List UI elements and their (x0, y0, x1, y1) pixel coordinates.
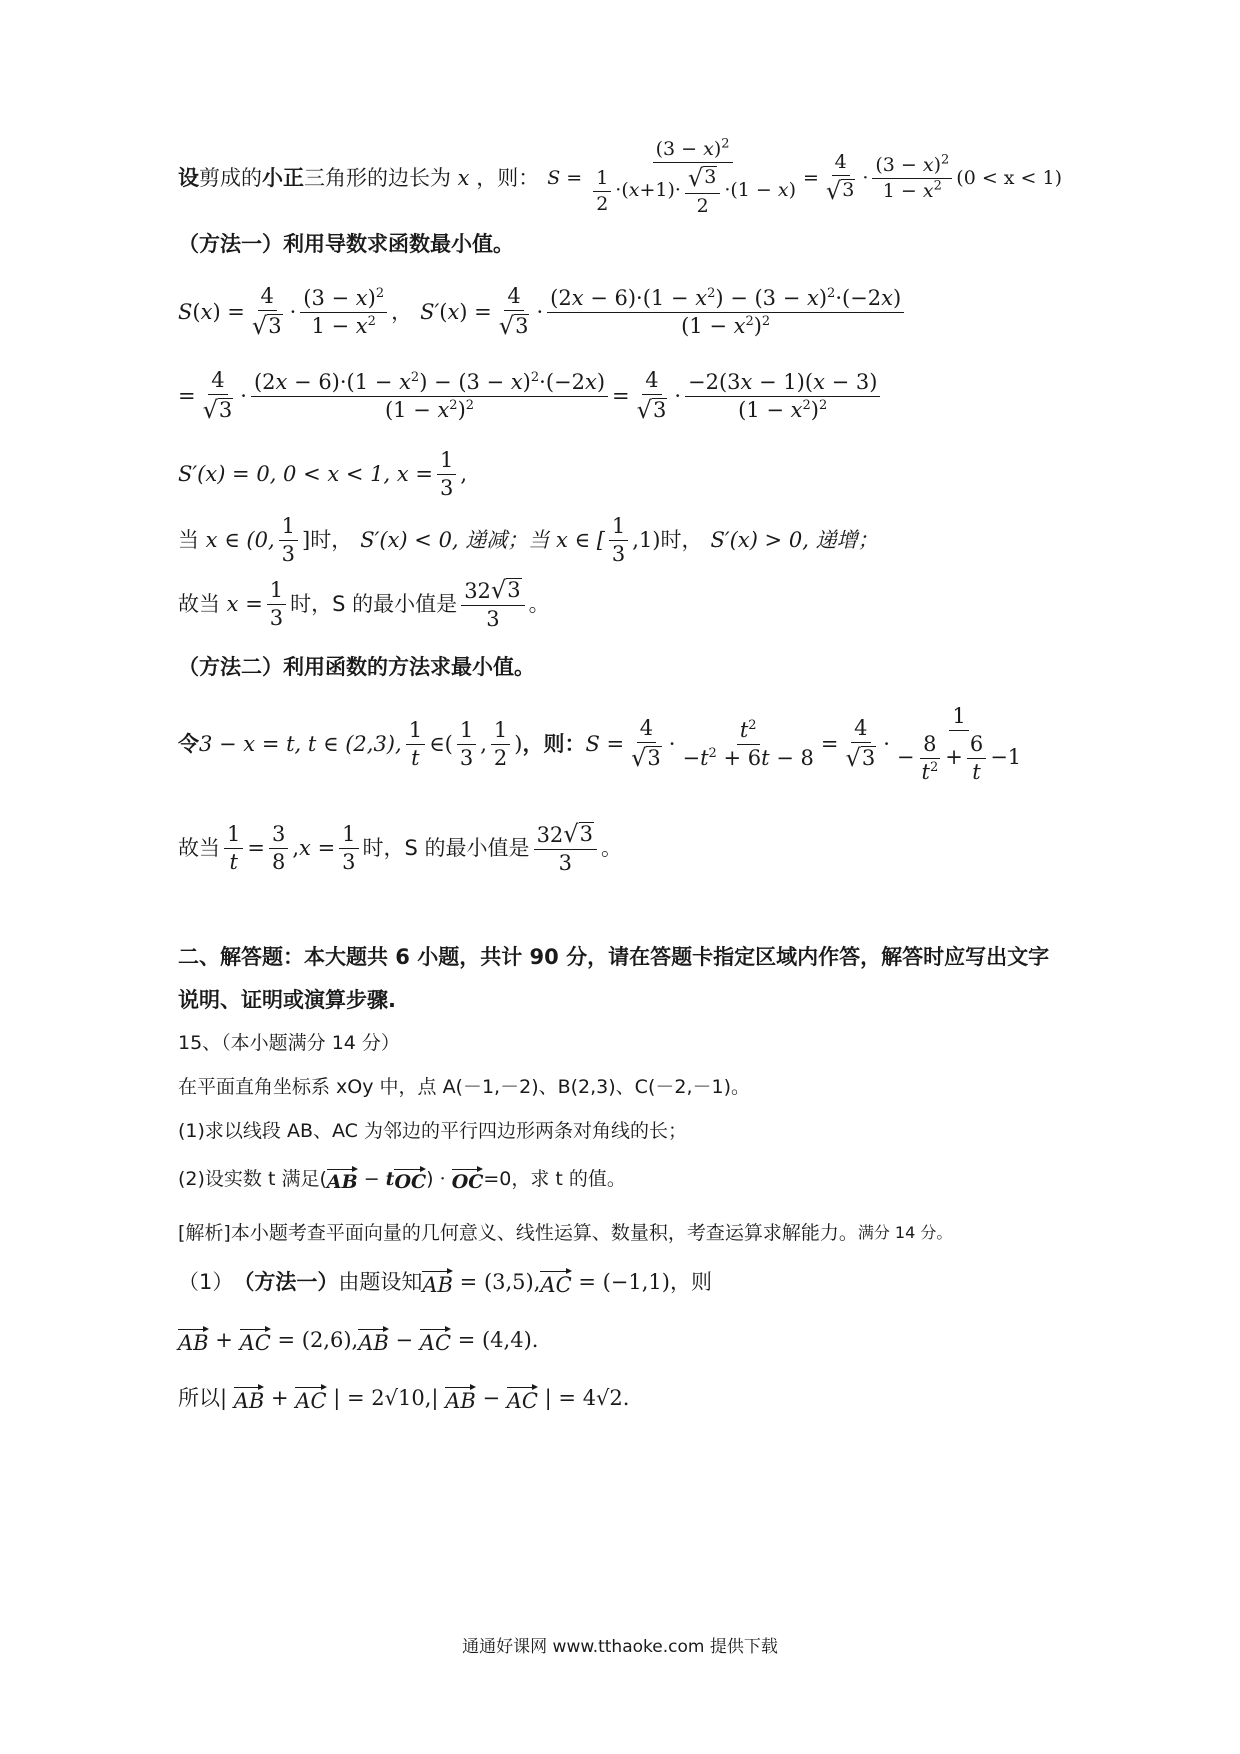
frac-s5: 4 √ 3 (845, 716, 876, 772)
solution-line-1: （1） （方法一） 由题设知 AB = (3,5), AC = (−1,1)，则 (178, 1269, 712, 1297)
p2a: (2)设实数 t 满足( (178, 1167, 327, 1190)
formula-S: S = (547, 166, 583, 189)
substitution-line: 令 3 − x = t, t ∈ (2,3), $\frac{1}{t}$ ∈( $\frac{1}{3}$ , $\frac{1}{2}$ ) ，则： S = 4 √ 3 · $\frac{t^2}{-t^2 + 6t - 8}$ = 4 √ 3 · 1 − $\frac{8}{t^2}$ + $\frac{6}{t}$ −1 (178, 702, 1090, 786)
q15-header: 15、（本小题满分 14 分） (178, 1031, 400, 1054)
frac-s3: 4 √ 3 (631, 716, 661, 772)
frac-a: 4 √ 3 (251, 284, 282, 340)
section2-line1: 二、解答题：本大题共 6 小题，共计 90 分，请在答题卡指定区域内作答，解答时应写出文字 (178, 944, 1050, 969)
frac-1-3: $\frac{1}{3}$ (437, 450, 456, 499)
q15-part2: (2)设实数 t 满足( AB − t OC ) · OC =0，求 t 的值。 (178, 1167, 626, 1193)
q15-part1: (1)求以线段 AB、AC 为邻边的平行四边形两条对角线的长； (178, 1119, 687, 1142)
frac-f: $\frac{(2x - 6)\cdot(1 - x^2) - (3 - x)^2\cdot(-2x)}{(1 - x^2)^2}$ (251, 372, 608, 421)
frac-s1: $\frac{1}{3}$ (457, 720, 476, 769)
frac-min1: 32 √ 3 3 (461, 578, 524, 630)
bounds: (0 < x < 1) (956, 166, 1062, 189)
s1a: （1） (178, 1269, 234, 1294)
frac-area: $(3 - x)^2$ $\frac{1}{2}$ ·(x+1)· √ 3 2 ·(1 − x) (586, 140, 799, 216)
q15-analysis (178, 1222, 1090, 1244)
s2a: = (2,6), (277, 1327, 359, 1352)
critical-point: S′(x) = 0, 0 < x < 1, x = $\frac{1}{3}$ , (178, 447, 468, 500)
footer: 通通好课网 www.tthaoke.com 提供下载 (462, 1637, 778, 1657)
var-x: x (451, 165, 477, 190)
analysis-text: [解析]本小题考查平面向量的几何意义、线性运算、数量积，考查运算求解能力。 (178, 1221, 858, 1244)
r1-p2: 时，S 的最小值是 (290, 591, 458, 616)
critical-text: S′(x) = 0, 0 < x < 1, x = (178, 461, 433, 486)
line-area-formula: 设 剪成的 小正 三角形的边长为 x ，则： S = $(3 - x)^2$ $\frac{1}{2}$ ·(x+1)· √ 3 2 ·(1 − x) = 4 √ 3 · $\frac{(3 - x)^2}{1 - x^2}$ (0 < x < 1) (178, 136, 1062, 217)
sub-then: ，则： (522, 731, 586, 756)
r1-p1: 故当 (178, 591, 220, 616)
frac-e: 4 √ 3 (202, 368, 233, 424)
mono-p5: S′(x) > 0, 递增； (710, 527, 879, 552)
s1d: = (3,5), (459, 1269, 541, 1294)
s1b: （方法一） (233, 1269, 339, 1294)
frac-s2: $\frac{1}{2}$ (491, 720, 510, 769)
mono-p4: 时， (660, 527, 703, 552)
frac-r1: $\frac{1}{3}$ (267, 580, 286, 629)
mono-p3: S′(x) < 0, 递减；当 (360, 527, 550, 552)
s1c: 由题设知 (338, 1269, 423, 1294)
frac-r2b: $\frac{3}{8}$ (269, 824, 288, 873)
text-1: 剪成的 (199, 165, 262, 190)
method1-heading: （方法一）利用导数求函数最小值。 (178, 231, 514, 256)
method2-heading: （方法二）利用函数的方法求最小值。 (178, 654, 535, 679)
s3a: 所以 (178, 1385, 220, 1410)
solution-line-2: AB + AC = (2,6), AB − AC = (4,4). (178, 1327, 539, 1355)
result-line-2: 故当 $\frac{1}{t}$ = $\frac{3}{8}$ , x = $\frac{1}{3}$ 时，S 的最小值是 32 √ 3 3 。 (178, 820, 622, 875)
s3c: = 4√2. (558, 1385, 630, 1410)
frac-m2: $\frac{1}{3}$ (609, 516, 628, 565)
frac-d: $\frac{(2x - 6)\cdot(1 - x^2) - (3 - x)^2\cdot(-2x)}{(1 - x^2)^2}$ (547, 288, 904, 337)
frac-4-sqrt3: 4 √ 3 (825, 151, 855, 205)
s3b: = 2√10, (347, 1385, 432, 1410)
frac-h: $\frac{-2(3x - 1)(x - 3)}{(1 - x^2)^2}$ (685, 372, 880, 421)
lead-she: 设 (178, 165, 199, 190)
text-2: 小正 (262, 165, 304, 190)
frac-r2a: $\frac{1}{t}$ (224, 824, 243, 873)
result-line-1: 故当 x = $\frac{1}{3}$ 时，S 的最小值是 32 √ 3 3 。 (178, 576, 550, 631)
frac-s6: 1 − $\frac{8}{t^2}$ + $\frac{6}{t}$ −1 (896, 703, 1022, 784)
frac-g: 4 √ 3 (636, 368, 667, 424)
analysis-small: 满分 14 分。 (857, 1223, 953, 1242)
solution-line-3: 所以 | AB + AC | = 2√10, | AB − AC | = 4√2. (178, 1385, 630, 1413)
frac-1-t: $\frac{1}{t}$ (406, 720, 425, 769)
r2-end: 。 (600, 835, 622, 860)
text-4: ，则： (476, 165, 540, 190)
sub-lead: 令 (178, 731, 199, 756)
r2-p1: 故当 (178, 835, 220, 860)
p2c: =0，求 t 的值。 (483, 1167, 626, 1190)
frac-m1: $\frac{1}{3}$ (279, 516, 298, 565)
sub-mid: 3 − x = t, t ∈ (2,3), (199, 731, 402, 756)
derivative-line: S ( x ) = 4 √ 3 · $\frac{(3 - x)^2}{1 - x^2}$ ， S′ ( x ) = 4 √ 3 · $\frac{(2x - 6)\cdot(1 - x^2) - (3 - x)^2\cdot(-2x)}{(1 - x^2)^2}$ (178, 282, 1090, 342)
derivative-simplify: = 4 √ 3 · $\frac{(2x - 6)\cdot(1 - x^2) - (3 - x)^2\cdot(-2x)}{(1 - x^2)^2}$ = 4 √ 3 · $\frac{-2(3x - 1)(x - 3)}{(1 - x^2)^2}$ (178, 366, 1090, 426)
r2-p2: 时，S 的最小值是 (362, 835, 530, 860)
frac-r2c: $\frac{1}{3}$ (339, 824, 358, 873)
frac-min2: 32 √ 3 3 (534, 822, 597, 874)
s1e: = (−1,1)，则 (578, 1269, 712, 1294)
frac-b: $\frac{(3 - x)^2}{1 - x^2}$ (300, 288, 387, 337)
q15-stem: 在平面直角坐标系 xOy 中，点 A(－1,－2)、B(2,3)、C(－2,－1)。 (178, 1075, 750, 1098)
frac-c: 4 √ 3 (498, 284, 529, 340)
mono-p1: 当 (178, 527, 199, 552)
s2b: = (4,4). (457, 1327, 539, 1352)
mono-p2: 时， (310, 527, 353, 552)
r1-end: 。 (528, 591, 550, 616)
section2-line2: 说明、证明或演算步骤. (178, 987, 396, 1012)
frac-s4: $\frac{t^2}{-t^2 + 6t - 8}$ (682, 717, 814, 770)
p2b: ) (426, 1167, 434, 1190)
frac-ratio: $\frac{(3 - x)^2}{1 - x^2}$ (872, 156, 952, 201)
monotonicity: 当 x ∈ (0, $\frac{1}{3}$ ] 时， S′(x) < 0, 递减；当 x ∈ [ $\frac{1}{3}$ ,1) 时， S′(x) > 0, 递增； (178, 513, 879, 566)
text-3: 三角形的边长为 (304, 165, 451, 190)
